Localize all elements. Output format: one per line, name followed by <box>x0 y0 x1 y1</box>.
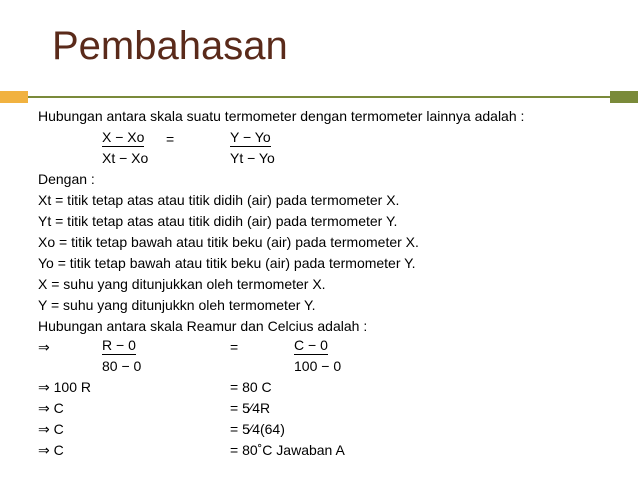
step-right: = 80 C <box>230 379 272 395</box>
title-accent-square <box>610 91 638 103</box>
title-divider <box>28 96 610 98</box>
title-accent-bar <box>0 91 28 103</box>
definition-item: Xt = titik tetap atas atau titik didih (air) pada termometer X. <box>38 192 400 208</box>
formula1-numerator-right: Y − Yo <box>230 129 271 145</box>
formula2-arrow: ⇒ <box>38 339 50 355</box>
formula1-denominator-right: Yt − Yo <box>230 150 275 166</box>
formula2-numerator-right: C − 0 <box>294 337 328 353</box>
step-left: ⇒ 100 R <box>38 379 91 395</box>
formula2-denominator-right: 100 − 0 <box>294 358 342 374</box>
definition-item: Y = suhu yang ditunjukkn oleh termometer Y. <box>38 297 316 313</box>
dengan-label: Dengan : <box>38 171 95 187</box>
definition-item: Yt = titik tetap atas atau titik didih (air) pada termometer Y. <box>38 213 398 229</box>
definition-item: Yo = titik tetap bawah atau titik beku (air) pada termometer Y. <box>38 255 416 271</box>
formula1-equals: = <box>166 131 175 147</box>
step-left: ⇒ C <box>38 442 64 458</box>
definition-item: Xo = titik tetap bawah atau titik beku (air) pada termometer X. <box>38 234 419 250</box>
step-left: ⇒ C <box>38 400 64 416</box>
formula1-denominator-left: Xt − Xo <box>102 150 149 166</box>
formula1-numerator-left: X − Xo <box>102 129 145 145</box>
slide-title: Pembahasan <box>52 24 288 68</box>
step-right: = 5⁄4R <box>230 400 271 416</box>
formula2-equals: = <box>230 339 239 355</box>
intro-text: Hubungan antara skala suatu termometer dengan termometer lainnya adalah : <box>38 108 525 124</box>
reamur-intro-text: Hubungan antara skala Reamur dan Celcius adalah : <box>38 318 368 334</box>
formula2-denominator-left: 80 − 0 <box>102 358 142 374</box>
formula2-numerator-left: R − 0 <box>102 337 136 353</box>
step-right: = 80˚C Jawaban A <box>230 442 345 458</box>
step-right: = 5⁄4(64) <box>230 421 285 437</box>
step-left: ⇒ C <box>38 421 64 437</box>
definition-item: X = suhu yang ditunjukkan oleh termometer X. <box>38 276 326 292</box>
